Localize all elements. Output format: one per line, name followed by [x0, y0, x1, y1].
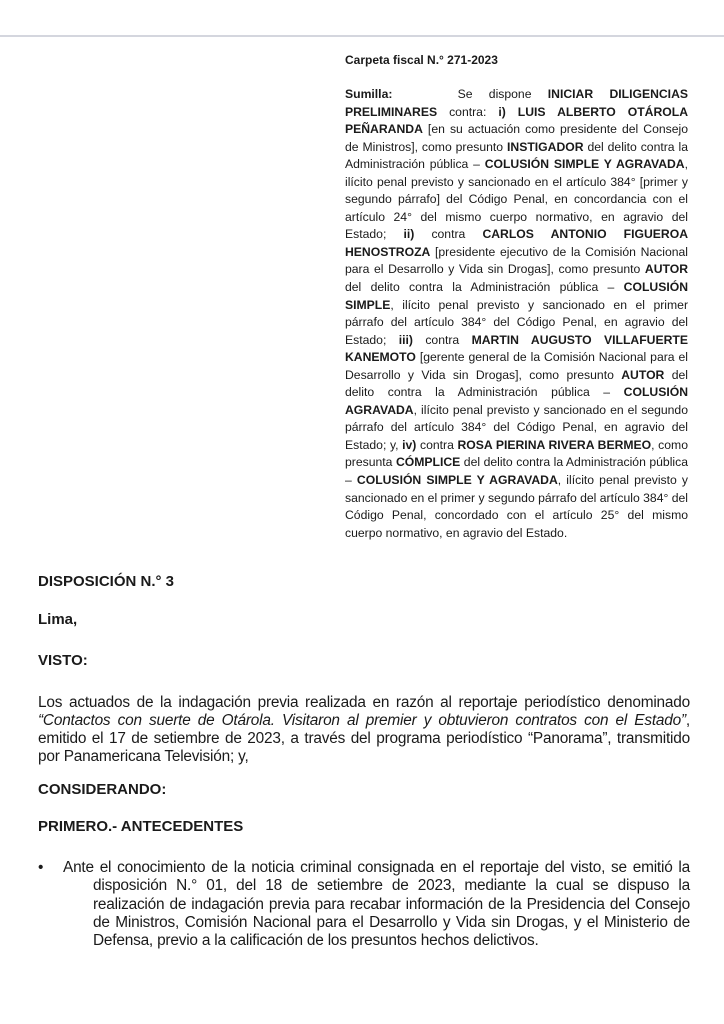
- summary-bold-text: CARLOS ANTONIO FIGUEROA HENOSTROZA: [345, 227, 689, 259]
- summary-text: del delito contra la Administración pública –: [345, 139, 688, 172]
- summary-text: contra: [412, 332, 472, 347]
- summary-text: del delito contra la Administración pública –: [345, 280, 624, 295]
- summary-text: , ilícito penal previsto y sancionado en el primer y segundo párrafo del artículo 384° del Código Penal, concordado con el artículo 25° del mismo cuerpo normativo, en agravio del Estado.: [345, 473, 688, 540]
- visto-paragraph: [38, 694, 690, 766]
- summary-bold-text: CÓMPLICE: [395, 455, 461, 470]
- summary-bold-text: AUTOR: [644, 262, 688, 277]
- summary-bold-text: i) LUIS ALBERTO OTÁROLA PEÑARANDA: [345, 104, 688, 137]
- summary-text: Se dispone: [392, 87, 548, 101]
- visto-heading: VISTO:: [38, 652, 88, 669]
- summary-bold-text: Sumilla:: [345, 87, 393, 101]
- summary-block: [345, 86, 688, 542]
- summary-text: [gerente general de la Comisión Nacional para el Desarrollo y Vida sin Drogas], como presunto: [345, 350, 688, 382]
- summary-bold-text: ii): [403, 227, 415, 242]
- summary-bold-text: AUTOR: [621, 367, 665, 382]
- location-label: Lima,: [38, 611, 78, 628]
- list-item-text: Ante el conocimiento de la noticia criminal consignada en el reportaje del visto, se emitió la disposición N.° 01, del 18 de setiembre de 2023, mediante la cual se dispuso la realización de indagación previa para recabar información de la Presidencia del Consejo de Ministros, Comisión Nacional para el Desarrollo y Vida sin Drogas, y el Ministerio de Defensa, previo a la calificación de los presuntos hechos delictivos.: [63, 859, 690, 950]
- summary-text: [en su actuación como presidente del Consejo de Ministros], como presunto: [345, 122, 688, 154]
- summary-bold-text: COLUSIÓN SIMPLE Y AGRAVADA: [484, 157, 685, 172]
- summary-bold-text: ROSA PIERINA RIVERA BERMEO: [457, 437, 652, 452]
- summary-text: contra: [416, 437, 458, 452]
- summary-text: del delito contra la Administración pública –: [345, 455, 688, 488]
- summary-text: [presidente ejecutivo de la Comisión Nacional para el Desarrollo y Vida sin Drogas], como presunto: [345, 244, 688, 277]
- summary-bold-text: MARTIN AUGUSTO VILLAFUERTE KANEMOTO: [345, 332, 688, 365]
- summary-bold-text: INICIAR DILIGENCIAS PRELIMINARES: [345, 87, 689, 119]
- summary-text: contra: [414, 227, 483, 242]
- summary-bold-text: COLUSIÓN SIMPLE: [345, 280, 688, 312]
- summary-bold-text: iii): [398, 332, 413, 347]
- disposition-title: DISPOSICIÓN N.° 3: [38, 573, 175, 590]
- summary-text: , ilícito penal previsto y sancionado en el segundo párrafo del artículo 384° del Código Penal, en agravio del Estado; y,: [345, 402, 688, 452]
- summary-text: del delito contra la Administración pública –: [345, 367, 688, 400]
- considerando-heading: CONSIDERANDO:: [38, 781, 167, 798]
- list-item: [38, 859, 690, 950]
- summary-bold-text: INSTIGADOR: [507, 139, 584, 154]
- summary-bold-text: COLUSIÓN SIMPLE Y AGRAVADA: [356, 473, 558, 488]
- bullet-icon: •: [38, 859, 44, 876]
- page-top-divider: [0, 35, 724, 37]
- summary-bold-text: COLUSIÓN AGRAVADA: [345, 385, 688, 417]
- summary-text: , ilícito penal previsto y sancionado en el artículo 384° [primer y segundo párrafo] del Código Penal, en concordancia con el artículo 24° del mismo cuerpo normativo, en agravio del Estado;: [345, 157, 688, 242]
- summary-text: , ilícito penal previsto y sancionado en el primer párrafo del artículo 384° del Código Penal, en agravio del Estado;: [345, 297, 688, 347]
- visto-text-end: , emitido el 17 de setiembre de 2023, a través del programa periodístico “Panorama”, transmitido por Panamericana Televisión; y,: [38, 712, 690, 765]
- summary-text: , como presunta: [345, 437, 688, 470]
- report-title: “Contactos con suerte de Otárola. Visitaron al premier y obtuvieron contratos con el Estado”: [38, 712, 686, 729]
- case-number: Carpeta fiscal N.° 271-2023: [345, 53, 498, 67]
- summary-text: contra:: [437, 104, 499, 119]
- section-heading-primero: PRIMERO.- ANTECEDENTES: [38, 818, 244, 835]
- visto-text-start: Los actuados de la indagación previa realizada en razón al reportaje periodístico denominado: [38, 694, 690, 711]
- summary-bold-text: iv): [402, 437, 417, 452]
